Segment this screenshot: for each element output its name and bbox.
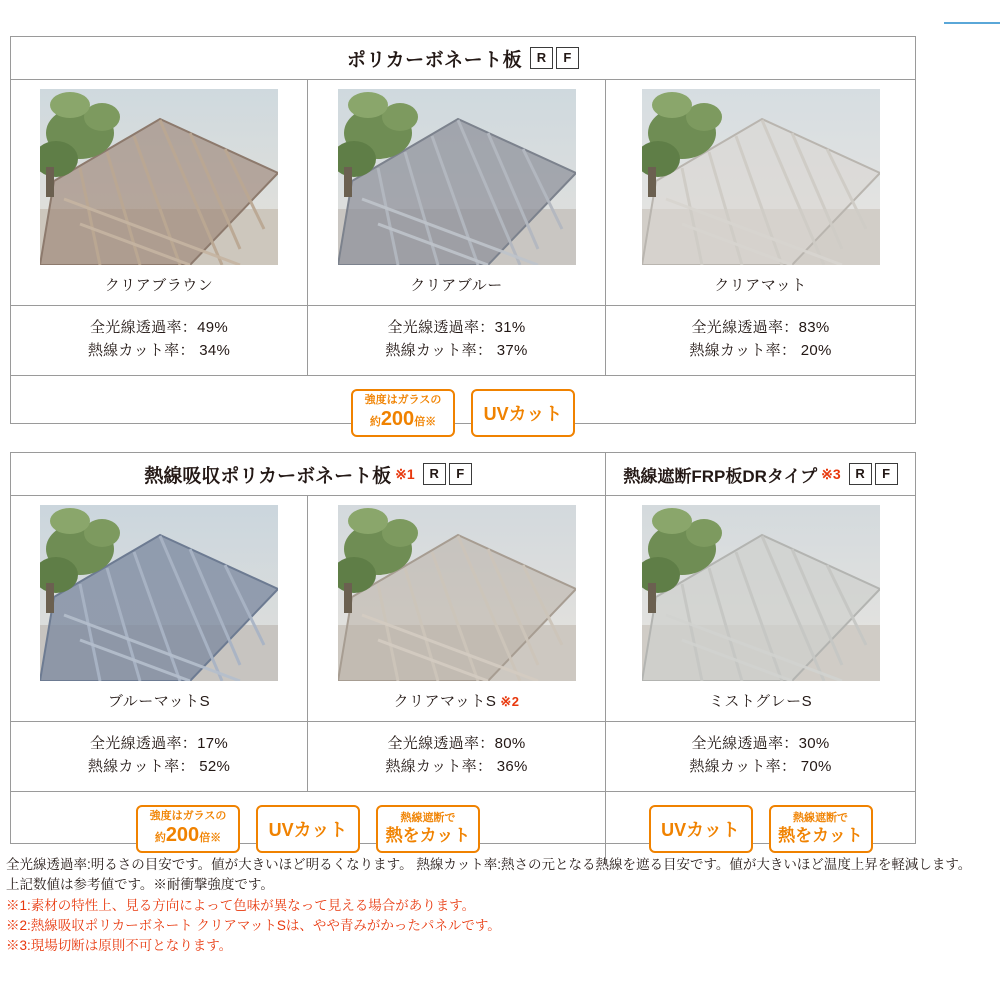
badge-r: R xyxy=(423,463,446,485)
strength-number: 200 xyxy=(380,407,415,430)
heat-cut-line1: 熱線遮断で xyxy=(400,811,456,824)
uv-cut-label: UVカット xyxy=(268,819,348,840)
footnote-line-2: 上記数値は参考値です。※耐衝撃強度です。 xyxy=(6,877,274,893)
carport-photo xyxy=(642,505,880,681)
product-photo-wrap xyxy=(606,496,915,684)
heat-cut-line1: 熱線遮断で xyxy=(793,811,848,824)
badge-r: R xyxy=(530,47,553,69)
strength-prefix: 約 xyxy=(369,415,381,428)
spec-transmittance: 全光線透過率：49% xyxy=(89,319,229,336)
strength-badge-line1: 強度はガラスの xyxy=(149,810,227,823)
product-caption xyxy=(606,268,915,306)
panel-1-products xyxy=(11,80,915,375)
product-caption xyxy=(11,684,307,722)
product-photo-wrap xyxy=(606,80,915,268)
product-caption xyxy=(308,268,605,306)
product-name: クリアブルー xyxy=(410,277,503,294)
uv-cut-label: UVカット xyxy=(483,403,563,424)
panel-heat-absorbing xyxy=(10,452,916,844)
spec-heatcut: 熱線カット率： 52% xyxy=(87,758,231,776)
badge-f: F xyxy=(449,463,472,485)
strength-number: 200 xyxy=(165,823,200,846)
product-photo-wrap xyxy=(11,80,307,268)
spec-heatcut: 熱線カット率： 37% xyxy=(385,342,528,360)
product-caption xyxy=(11,268,307,306)
badge-f: F xyxy=(556,47,579,69)
uv-cut-badge xyxy=(649,805,753,853)
product-photo-wrap xyxy=(11,496,307,684)
uv-cut-badge xyxy=(256,805,360,853)
panel-2-title-right: 熱線遮断FRP板DRタイプ xyxy=(623,466,818,486)
carport-photo xyxy=(338,89,576,265)
product-column xyxy=(308,496,606,791)
product-column xyxy=(606,496,915,791)
product-name: ミストグレーS xyxy=(708,693,813,710)
product-caption xyxy=(308,684,605,722)
product-specs xyxy=(11,722,307,791)
heat-cut-line2: 熱をカット xyxy=(385,825,471,845)
footnote-line-1: 全光線透過率:明るさの目安です。値が大きいほど明るくなります。 熱線カット率:熱さの元となる熱線を遮る目安です。値が大きいほど温度上昇を軽減します。 xyxy=(6,857,972,872)
strength-badge-line1: 強度はガラスの xyxy=(364,394,442,407)
panel-2-title-left: 熱線吸収ポリカーボネート板 xyxy=(144,465,392,487)
uv-cut-label: UVカット xyxy=(661,819,740,840)
product-column xyxy=(11,496,308,791)
carport-photo xyxy=(40,505,278,681)
product-specs xyxy=(11,306,307,375)
spec-transmittance: 全光線透過率：80% xyxy=(387,735,526,752)
badge-f: F xyxy=(875,463,898,485)
footnotes xyxy=(6,855,996,956)
product-column xyxy=(308,80,606,375)
top-accent-rule xyxy=(944,22,1000,24)
strength-suffix: 倍※ xyxy=(199,831,222,844)
product-specs xyxy=(308,722,605,791)
carport-illustration xyxy=(338,505,576,681)
spec-heatcut: 熱線カット率： 70% xyxy=(689,758,832,776)
panel-1-header xyxy=(11,37,915,80)
product-photo-wrap xyxy=(308,80,605,268)
carport-illustration xyxy=(40,505,278,681)
footnote-line-4: ※2:熱線吸収ポリカーボネート クリアマットSは、やや青みがかったパネルです。 xyxy=(6,917,501,933)
product-specs xyxy=(606,722,915,791)
strength-badge xyxy=(351,389,455,437)
spec-transmittance: 全光線透過率：17% xyxy=(89,735,229,752)
heat-cut-badge xyxy=(769,805,873,853)
product-name-note: ※2 xyxy=(500,694,520,709)
carport-photo xyxy=(338,505,576,681)
carport-photo xyxy=(40,89,278,265)
spec-transmittance: 全光線透過率：30% xyxy=(691,735,830,752)
panel-2-header-right xyxy=(606,453,915,495)
product-caption xyxy=(606,684,915,722)
carport-illustration xyxy=(40,89,278,265)
panel-polycarbonate xyxy=(10,36,916,430)
footnote-line-3: ※1:素材の特性上、見る方向によって色味が異なって見える場合があります。 xyxy=(6,897,476,913)
spec-heatcut: 熱線カット率： 36% xyxy=(385,758,528,776)
product-specs xyxy=(606,306,915,375)
product-name: クリアマット xyxy=(714,277,807,294)
carport-illustration xyxy=(338,89,576,265)
carport-illustration xyxy=(642,89,880,265)
panel-1-rf-badges xyxy=(530,47,579,69)
spec-heatcut: 熱線カット率： 34% xyxy=(87,342,231,360)
spec-heatcut: 熱線カット率： 20% xyxy=(689,342,832,360)
footnote-line-5: ※3:現場切断は原則不可となります。 xyxy=(6,938,233,953)
panel-2-header xyxy=(11,453,915,496)
panel-2-title-right-note: ※3 xyxy=(821,465,841,482)
product-specs xyxy=(308,306,605,375)
heat-cut-line2: 熱をカット xyxy=(778,825,863,845)
product-column xyxy=(11,80,308,375)
strength-badge xyxy=(136,805,240,853)
carport-illustration xyxy=(642,505,880,681)
badge-r: R xyxy=(849,463,872,485)
panel-2-products xyxy=(11,496,915,791)
product-photo-wrap xyxy=(308,496,605,684)
panel-1-title: ポリカーボネート板 xyxy=(346,49,523,71)
panel-2-title-left-note: ※1 xyxy=(395,465,415,482)
product-name: ブルーマットS xyxy=(107,693,211,710)
strength-suffix: 倍※ xyxy=(414,415,437,428)
panel-2-right-rf-badges xyxy=(849,463,898,485)
product-name: クリアマットS xyxy=(393,693,497,710)
strength-badge-line2 xyxy=(370,408,436,431)
product-column xyxy=(606,80,915,375)
spec-transmittance: 全光線透過率：83% xyxy=(691,319,830,336)
panel-1-feature-badges xyxy=(11,376,915,450)
heat-cut-badge xyxy=(376,805,480,853)
strength-badge-line2 xyxy=(155,824,221,847)
product-name: クリアブラウン xyxy=(104,277,214,294)
spec-transmittance: 全光線透過率：31% xyxy=(387,319,526,336)
panel-2-header-left xyxy=(11,453,606,495)
strength-prefix: 約 xyxy=(154,831,166,844)
panel-2-left-rf-badges xyxy=(423,463,472,485)
carport-photo xyxy=(642,89,880,265)
uv-cut-badge xyxy=(471,389,575,437)
